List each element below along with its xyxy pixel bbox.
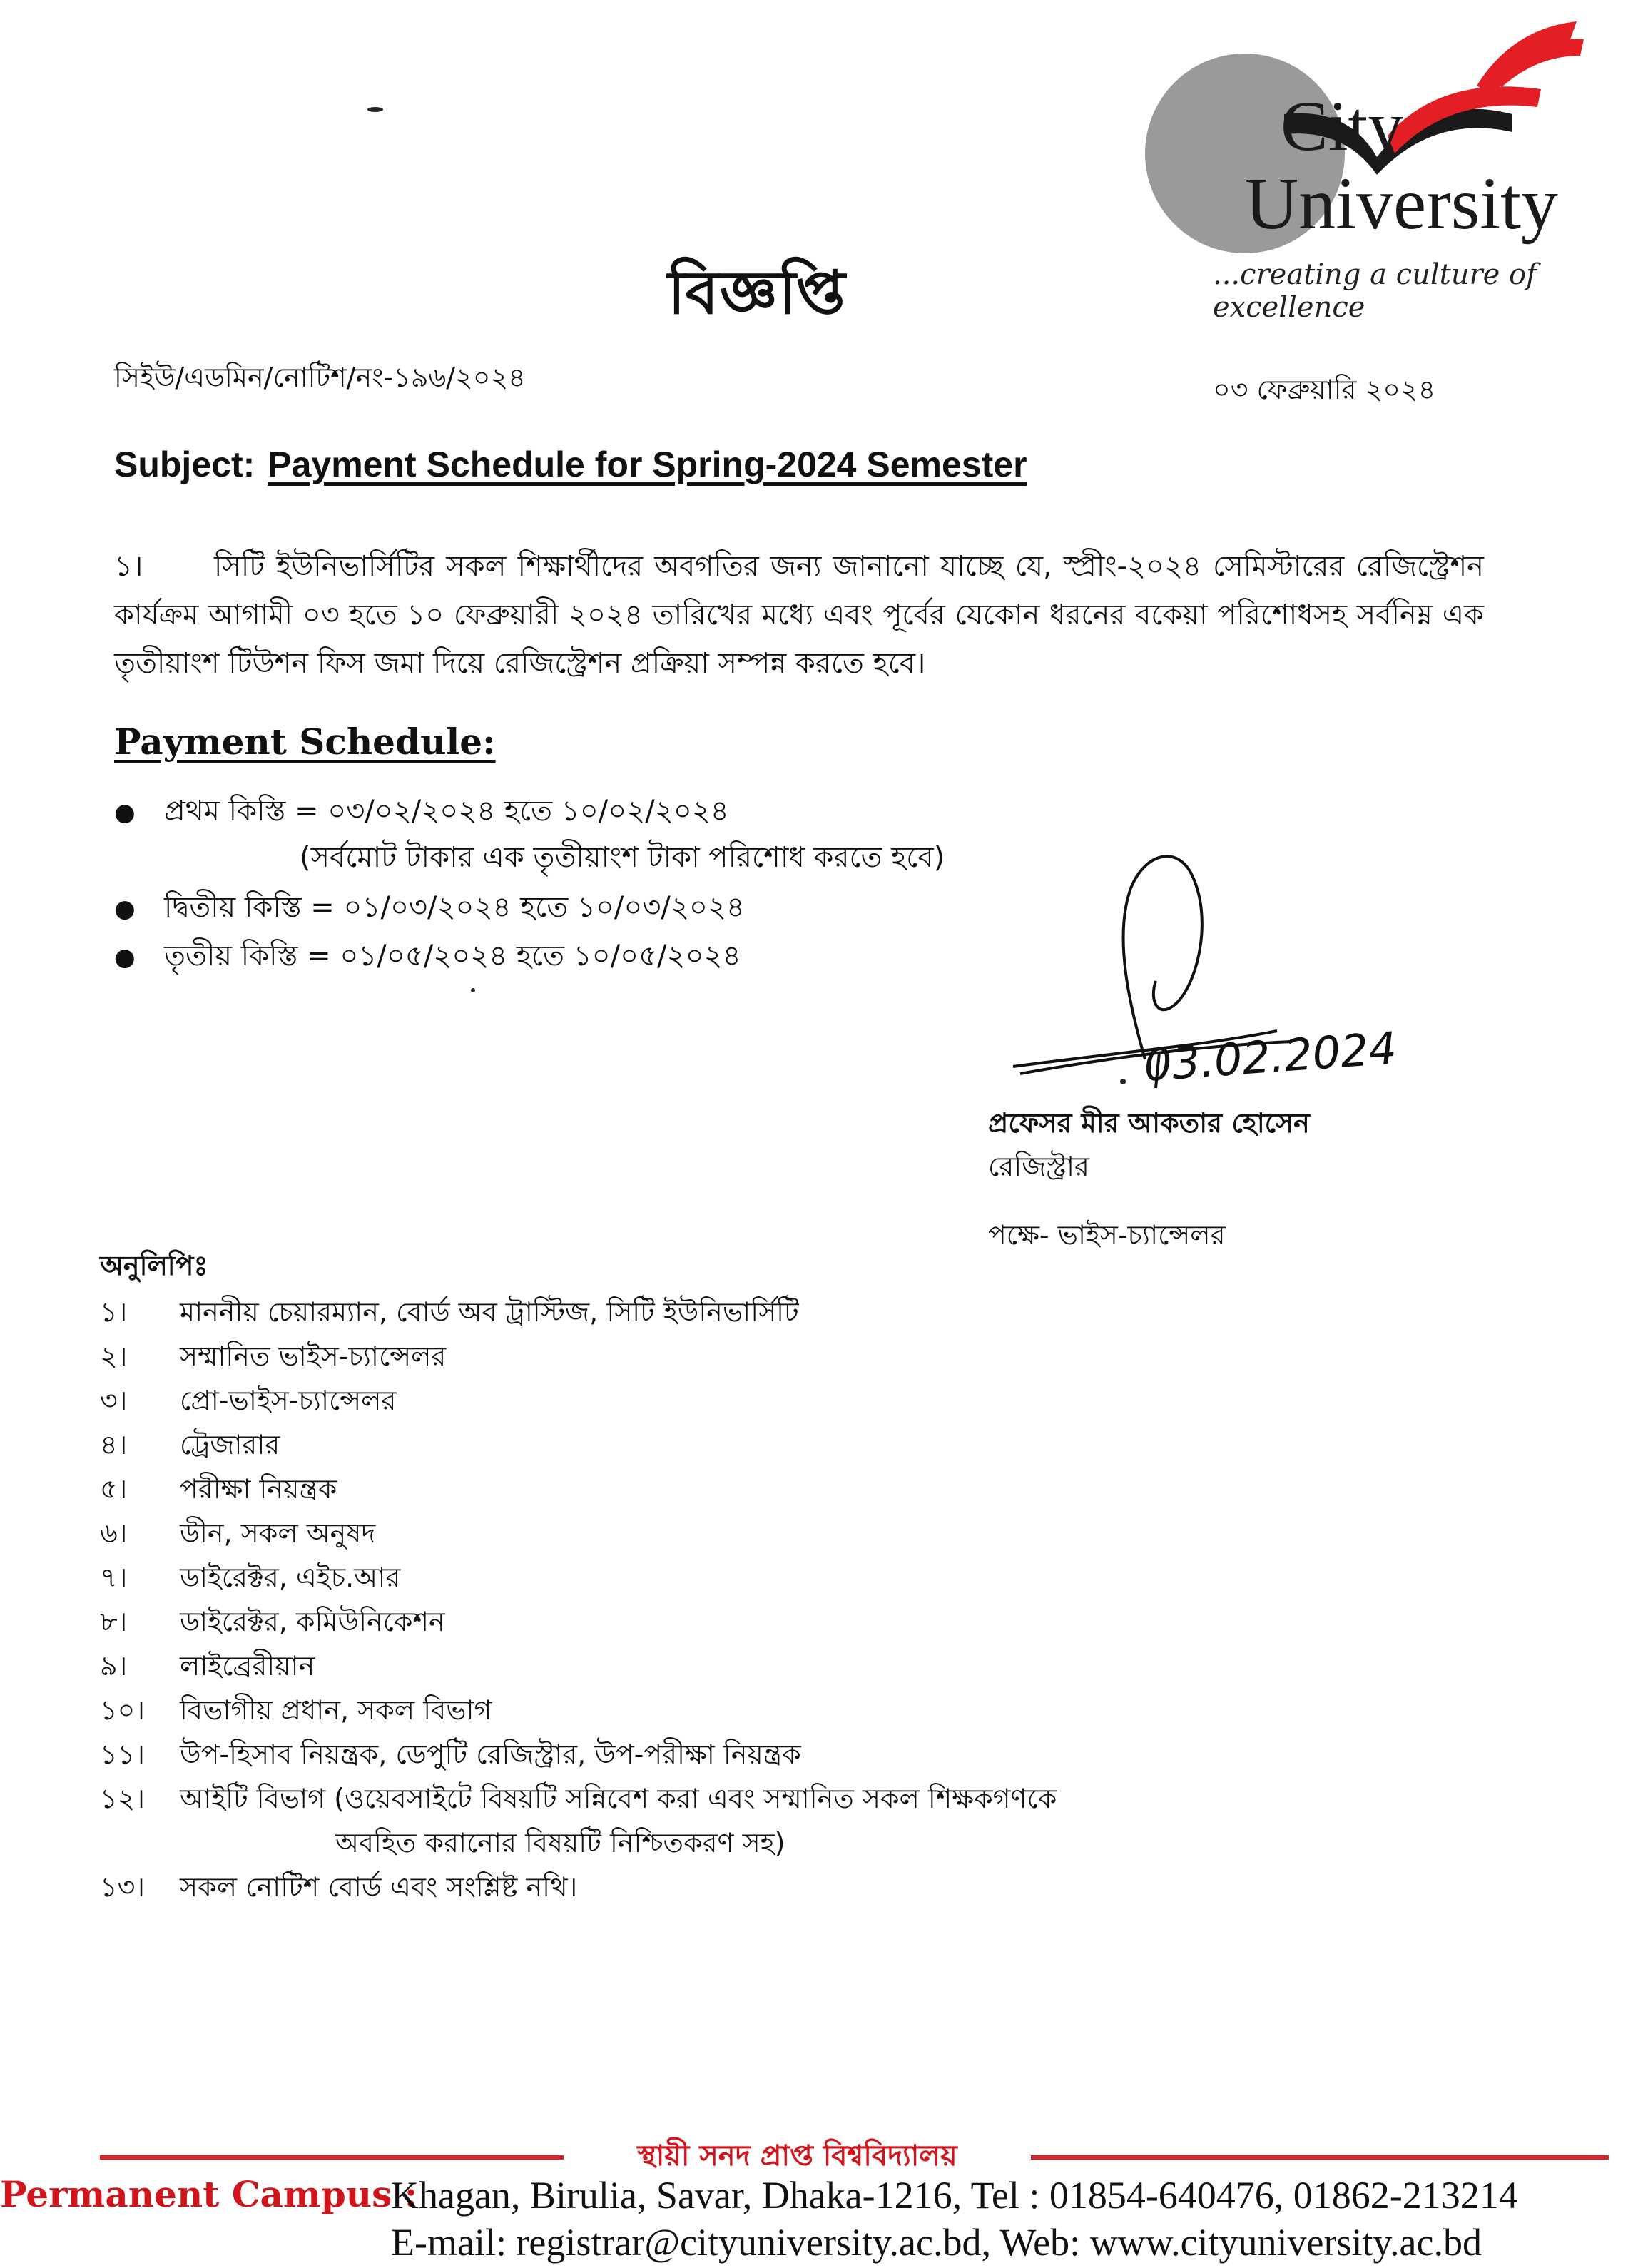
- list-item: [100, 1512, 1455, 1557]
- copy-number: ৪।: [100, 1429, 128, 1460]
- scan-speck: [471, 988, 475, 992]
- list-item: [100, 1291, 1455, 1336]
- logo-line2: University: [1245, 163, 1559, 245]
- list-item: [114, 885, 745, 932]
- notice-paragraph: [114, 542, 1484, 688]
- copy-text: ট্রেজারার: [180, 1429, 280, 1460]
- copy-number: ৭।: [100, 1562, 128, 1593]
- installment-text: প্রথম কিস্তি = ০৩/০২/২০২৪ হতে ১০/০২/২০২৪: [164, 795, 729, 828]
- subject-text: Payment Schedule for Spring-2024 Semester: [268, 444, 1027, 484]
- copy-number: ৩।: [100, 1385, 128, 1416]
- footer-divider-left: [100, 2155, 564, 2160]
- copy-number: ৬।: [100, 1517, 128, 1549]
- copy-text: উপ-হিসাব নিয়ন্ত্রক, ডেপুটি রেজিস্ট্রার, উপ-পরীক্ষা নিয়ন্ত্রক: [180, 1739, 801, 1770]
- copy-text: মাননীয় চেয়ারম্যান, বোর্ড অব ট্রাস্টিজ, সিটি ইউনিভার্সিটি: [180, 1296, 799, 1328]
- copy-number: ২।: [100, 1341, 128, 1372]
- copies-heading: অনুলিপিঃ: [100, 1250, 208, 1281]
- logo-line1: City: [1281, 86, 1404, 166]
- handwritten-signature: [977, 838, 1434, 1109]
- footer-contact: E-mail: registrar@cityuniversity.ac.bd, Web: www.cityuniversity.ac.bd: [391, 2221, 1482, 2264]
- list-item: [114, 933, 741, 981]
- copy-continuation: অবহিত করানোর বিষয়টি নিশ্চিতকরণ সহ): [335, 1827, 785, 1858]
- list-item: [100, 1424, 1455, 1468]
- list-item: [114, 788, 729, 836]
- list-item: [100, 1689, 1455, 1734]
- installment-note: (সর্বমোট টাকার এক তৃতীয়াংশ টাকা পরিশোধ করতে হবে): [300, 841, 945, 874]
- list-item: [100, 1601, 1455, 1645]
- copy-number: ১১।: [100, 1739, 145, 1770]
- list-item: [100, 1866, 1455, 1911]
- copy-text: লাইব্রেরীয়ান: [180, 1650, 315, 1682]
- list-item: [100, 1778, 1455, 1822]
- copy-text: ডাইরেক্টর, কমিউনিকেশন: [180, 1606, 445, 1637]
- logo-tagline: ...creating a culture of excellence: [1213, 258, 1537, 324]
- copy-text: সকল নোটিশ বোর্ড এবং সংশ্লিষ্ট নথি।: [180, 1871, 578, 1903]
- list-item: [100, 1380, 1455, 1424]
- footer-address: Khagan, Birulia, Savar, Dhaka-1216, Tel : 01854-640476, 01862-213214: [391, 2174, 1518, 2217]
- notice-title: বিজ্ঞপ্তি: [668, 258, 847, 327]
- list-item: [100, 1557, 1455, 1601]
- copy-number: ১৩।: [100, 1871, 145, 1903]
- footer-divider-right: [1031, 2155, 1609, 2160]
- copy-text: সম্মানিত ভাইস-চ্যান্সেলর: [180, 1341, 447, 1372]
- copy-number: ৮।: [100, 1606, 128, 1637]
- bullet-icon: ●: [114, 798, 136, 827]
- footer-campus-label: Permanent Campus :: [0, 2173, 418, 2215]
- copy-number: ১২।: [100, 1783, 145, 1814]
- copy-text: প্রো-ভাইস-চ্যান্সেলর: [180, 1385, 397, 1416]
- bullet-icon: ●: [114, 895, 136, 923]
- copy-text: পরীক্ষা নিয়ন্ত্রক: [180, 1473, 337, 1505]
- signatory-name: প্রফেসর মীর আকতার হোসেন: [988, 1107, 1310, 1139]
- signatory-designation: রেজিস্ট্রার: [988, 1151, 1089, 1182]
- subject-line: [114, 444, 1027, 485]
- paragraph-number: ১।: [114, 550, 143, 583]
- paragraph-text: সিটি ইউনিভার্সিটির সকল শিক্ষার্থীদের অবগতির জন্য জানানো যাচ্ছে যে, স্প্রীং-২০২৪ সেমিস্টারের রেজিস্ট্রেশন কার্যক্রম আগামী ০৩ হতে ১০ ফেব্রুয়ারী ২০২৪ তারিখের মধ্যে এবং পূর্বের যেকোন ধরনের বকেয়া পরিশোধসহ সর্বনিম্ন এক তৃতীয়াংশ টিউশন ফিস জমা দিয়ে রেজিস্ট্রেশন প্রক্রিয়া সম্পন্ন করতে হবে।: [114, 550, 1484, 680]
- copy-text: বিভাগীয় প্রধান, সকল বিভাগ: [180, 1694, 492, 1726]
- copy-number: ১।: [100, 1296, 128, 1328]
- installment-text: দ্বিতীয় কিস্তি = ০১/০৩/২০২৪ হতে ১০/০৩/২০২৪: [164, 891, 745, 924]
- subject-label: Subject:: [114, 444, 255, 484]
- copy-number: ১০।: [100, 1694, 145, 1726]
- scan-speck: [1120, 1079, 1126, 1084]
- bullet-icon: ●: [114, 943, 136, 972]
- list-item: [100, 1734, 1455, 1778]
- copy-text: ডাইরেক্টর, এইচ.আর: [180, 1562, 401, 1593]
- copy-text: আইটি বিভাগ (ওয়েবসাইটে বিষয়টি সন্নিবেশ করা এবং সম্মানিত সকল শিক্ষকগণকে: [180, 1783, 1057, 1814]
- list-item: [100, 1336, 1455, 1380]
- scan-speck: [367, 107, 383, 112]
- copy-number: ৫।: [100, 1473, 128, 1505]
- list-item: [100, 1645, 1455, 1689]
- signature-date: 03.02.2024: [1141, 1022, 1399, 1092]
- footer-tagline: স্থায়ী সনদ প্রাপ্ত বিশ্ববিদ্যালয়: [637, 2140, 957, 2172]
- notice-date: ০৩ ফেব্রুয়ারি ২০২৪: [1213, 374, 1436, 405]
- copy-number: ৯।: [100, 1650, 128, 1682]
- copies-list: [100, 1291, 1455, 1911]
- reference-number: সিইউ/এডমিন/নোটিশ/নং-১৯৬/২০২৪: [114, 362, 526, 393]
- installment-text: তৃতীয় কিস্তি = ০১/০৫/২০২৪ হতে ১০/০৫/২০২৪: [164, 940, 741, 972]
- list-item: [100, 1468, 1455, 1512]
- signatory-on-behalf: পক্ষে- ভাইস-চ্যান্সেলর: [988, 1219, 1226, 1251]
- payment-schedule-heading: Payment Schedule:: [114, 721, 496, 763]
- copy-text: ডীন, সকল অনুষদ: [180, 1517, 376, 1549]
